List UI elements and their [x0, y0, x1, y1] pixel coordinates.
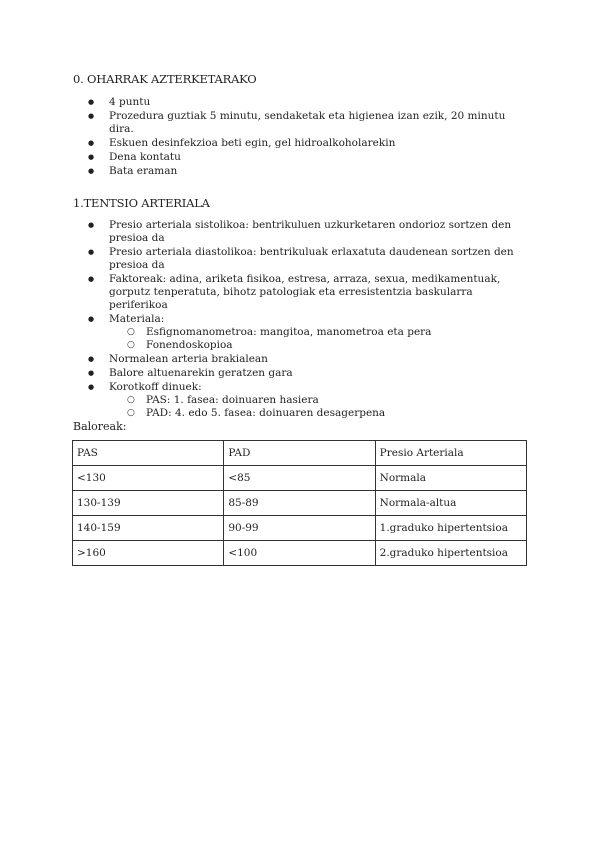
table-cell: 90-99 — [224, 516, 375, 541]
list-item — [73, 313, 533, 352]
list-item: ● Presio arteriala sistolikoa: bentrikuluen uzkurketaren ondorioz sortzen den presioa da — [73, 219, 533, 245]
sub-list-item: ○ PAD: 4. edo 5. fasea: doinuaren desagerpena — [109, 407, 533, 420]
list-item: ● Presio arteriala diastolikoa: bentrikuluak erlaxatuta daudenean sortzen den presioa da — [73, 246, 533, 272]
table-cell: >160 — [73, 541, 224, 566]
list-item: ● Balore altuenarekin geratzen gara — [73, 367, 533, 380]
korotkoff-label: Korotkoff dinuek: — [109, 381, 202, 393]
table-row — [73, 491, 527, 516]
materiala-label: Materiala: — [109, 313, 165, 325]
table-row — [73, 516, 527, 541]
materiala-sublist — [109, 326, 533, 352]
section-0-list — [73, 96, 533, 179]
list-item: ● 4 puntu — [73, 96, 533, 109]
list-item — [73, 381, 533, 420]
table-row — [73, 541, 527, 566]
list-item: ● Prozedura guztiak 5 minutu, sendaketak eta higienea izan ezik, 20 minutu dira. — [73, 110, 533, 136]
korotkoff-sublist — [109, 394, 533, 420]
blood-pressure-table — [72, 440, 527, 566]
header-cell: PAD — [224, 441, 375, 466]
table-cell: <85 — [224, 466, 375, 491]
table-cell: <100 — [224, 541, 375, 566]
sub-list-item: ○ Esfignomanometroa: mangitoa, manometroa eta pera — [109, 326, 533, 339]
sub-list-item: ○ PAS: 1. fasea: doinuaren hasiera — [109, 394, 533, 407]
table-row — [73, 466, 527, 491]
table-cell: Normala — [375, 466, 526, 491]
table-header-row — [73, 441, 527, 466]
list-item: ● Faktoreak: adina, ariketa fisikoa, estresa, arraza, sexua, medikamentuak, gorputz tenperatuta, bihotz patologiak eta erresistentzia baskularra periferikoa — [73, 273, 533, 312]
table-cell: 1.graduko hipertentsioa — [375, 516, 526, 541]
table-cell: 140-159 — [73, 516, 224, 541]
sub-list-item: ○ Fonendoskopioa — [109, 339, 533, 352]
table-cell: <130 — [73, 466, 224, 491]
list-item: ● Normalean arteria brakialean — [73, 353, 533, 366]
list-item: ● Bata eraman — [73, 165, 533, 178]
table-cell: 85-89 — [224, 491, 375, 516]
baloreak-label: Baloreak: — [73, 420, 127, 433]
header-cell: Presio Arteriala — [375, 441, 526, 466]
list-item: ● Dena kontatu — [73, 151, 533, 164]
list-item: ● Eskuen desinfekzioa beti egin, gel hidroalkoholarekin — [73, 137, 533, 150]
table-cell: 130-139 — [73, 491, 224, 516]
section-1-title: 1.TENTSIO ARTERIALA — [73, 196, 210, 210]
table-cell: 2.graduko hipertentsioa — [375, 541, 526, 566]
section-0-title: 0. OHARRAK AZTERKETARAKO — [73, 72, 257, 86]
section-1-list — [73, 219, 533, 421]
table-cell: Normala-altua — [375, 491, 526, 516]
header-cell: PAS — [73, 441, 224, 466]
